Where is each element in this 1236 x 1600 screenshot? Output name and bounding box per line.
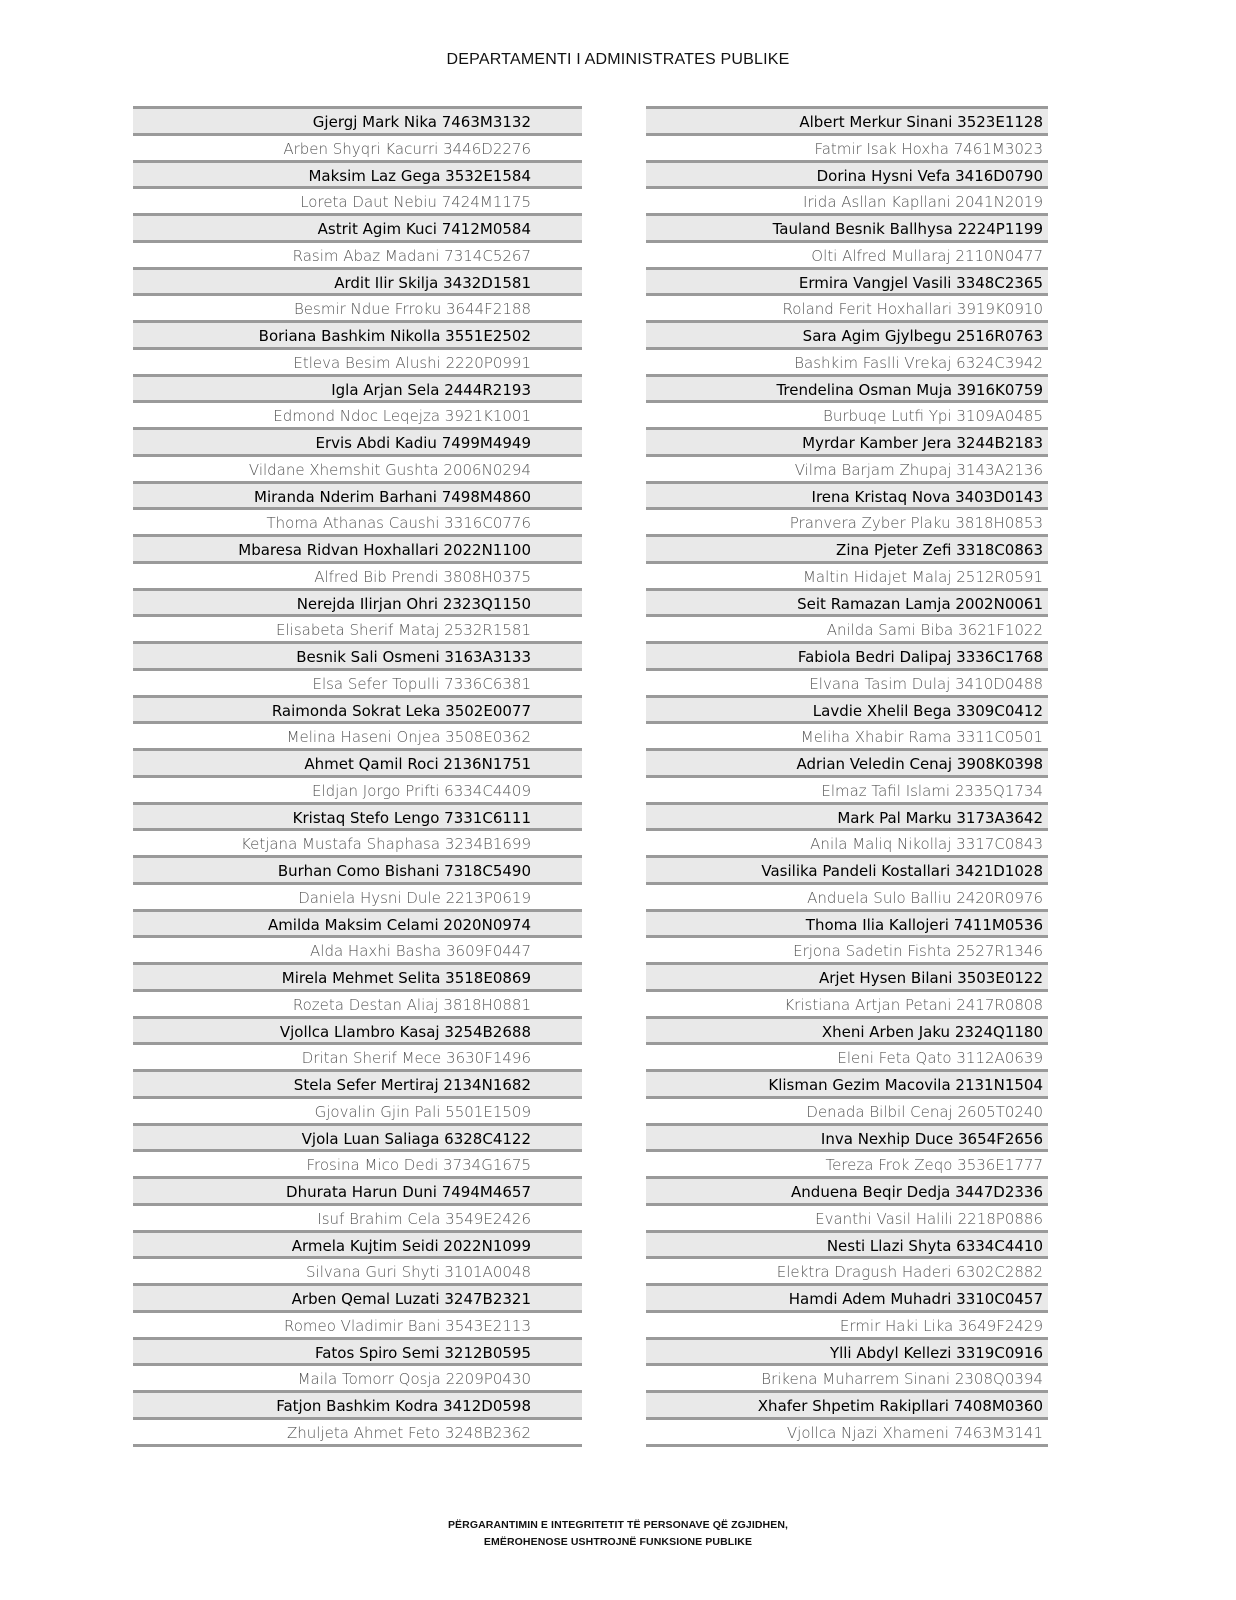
- footer-line-2: EMËROHENOSE USHTROJNË FUNKSIONE PUBLIKE: [483, 1536, 753, 1548]
- list-item: Vjola Luan Saliaga 6328C4122: [133, 1126, 582, 1153]
- list-item: Miranda Nderim Barhani 7498M4860: [133, 484, 582, 511]
- list-item: Elvana Tasim Dulaj 3410D0488: [646, 671, 1048, 698]
- list-item: Rasim Abaz Madani 7314C5267: [133, 243, 582, 270]
- list-item: Alfred Bib Prendi 3808H0375: [133, 564, 582, 591]
- list-item: Vjollca Llambro Kasaj 3254B2688: [133, 1019, 582, 1046]
- list-item: Besmir Ndue Frroku 3644F2188: [133, 296, 582, 323]
- list-item: Mirela Mehmet Selita 3518E0869: [133, 965, 582, 992]
- list-item: Isuf Brahim Cela 3549E2426: [133, 1206, 582, 1233]
- list-item: Burhan Como Bishani 7318C5490: [133, 858, 582, 885]
- names-column-right: [646, 106, 1048, 1447]
- list-item: Elsa Sefer Topulli 7336C6381: [133, 671, 582, 698]
- list-item: Ketjana Mustafa Shaphasa 3234B1699: [133, 831, 582, 858]
- page-footer: [0, 1517, 1236, 1551]
- list-item: Vilma Barjam Zhupaj 3143A2136: [646, 457, 1048, 484]
- list-item: Vildane Xhemshit Gushta 2006N0294: [133, 457, 582, 484]
- list-item: Ardit Ilir Skilja 3432D1581: [133, 270, 582, 297]
- list-item: Lavdie Xhelil Bega 3309C0412: [646, 698, 1048, 725]
- list-item: Zina Pjeter Zefi 3318C0863: [646, 537, 1048, 564]
- list-item: Inva Nexhip Duce 3654F2656: [646, 1126, 1048, 1153]
- list-item: Ermir Haki Lika 3649F2429: [646, 1313, 1048, 1340]
- list-item: Loreta Daut Nebiu 7424M1175: [133, 189, 582, 216]
- list-item: Ervis Abdi Kadiu 7499M4949: [133, 430, 582, 457]
- list-item: Mbaresa Ridvan Hoxhallari 2022N1100: [133, 537, 582, 564]
- list-item: Sara Agim Gjylbegu 2516R0763: [646, 323, 1048, 350]
- list-item: Hamdi Adem Muhadri 3310C0457: [646, 1286, 1048, 1313]
- list-item: Vjollca Njazi Xhameni 7463M3141: [646, 1420, 1048, 1447]
- list-item: Maltin Hidajet Malaj 2512R0591: [646, 564, 1048, 591]
- list-item: Brikena Muharrem Sinani 2308Q0394: [646, 1366, 1048, 1393]
- list-item: Burbuqe Lutfi Ypi 3109A0485: [646, 403, 1048, 430]
- list-item: Gjergj Mark Nika 7463M3132: [133, 109, 582, 136]
- page-title: DEPARTAMENTI I ADMINISTRATES PUBLIKE: [446, 51, 790, 68]
- list-item: Armela Kujtim Seidi 2022N1099: [133, 1233, 582, 1260]
- list-item: Myrdar Kamber Jera 3244B2183: [646, 430, 1048, 457]
- list-item: Thoma Ilia Kallojeri 7411M0536: [646, 912, 1048, 939]
- list-item: Vasilika Pandeli Kostallari 3421D1028: [646, 858, 1048, 885]
- list-item: Elektra Dragush Haderi 6302C2882: [646, 1259, 1048, 1286]
- list-item: Stela Sefer Mertiraj 2134N1682: [133, 1072, 582, 1099]
- list-item: Arben Shyqri Kacurri 3446D2276: [133, 136, 582, 163]
- list-item: Elmaz Tafil Islami 2335Q1734: [646, 778, 1048, 805]
- list-item: Amilda Maksim Celami 2020N0974: [133, 912, 582, 939]
- list-item: Irida Asllan Kapllani 2041N2019: [646, 189, 1048, 216]
- list-item: Ylli Abdyl Kellezi 3319C0916: [646, 1340, 1048, 1367]
- list-item: Anduela Sulo Balliu 2420R0976: [646, 885, 1048, 912]
- list-item: Tauland Besnik Ballhysa 2224P1199: [646, 216, 1048, 243]
- list-item: Fabiola Bedri Dalipaj 3336C1768: [646, 644, 1048, 671]
- list-item: Kristiana Artjan Petani 2417R0808: [646, 992, 1048, 1019]
- list-item: Anduena Beqir Dedja 3447D2336: [646, 1179, 1048, 1206]
- list-item: Eleni Feta Qato 3112A0639: [646, 1045, 1048, 1072]
- list-item: Edmond Ndoc Leqejza 3921K1001: [133, 403, 582, 430]
- list-item: Pranvera Zyber Plaku 3818H0853: [646, 510, 1048, 537]
- list-item: Igla Arjan Sela 2444R2193: [133, 377, 582, 404]
- list-item: Daniela Hysni Dule 2213P0619: [133, 885, 582, 912]
- list-item: Ermira Vangjel Vasili 3348C2365: [646, 270, 1048, 297]
- list-item: Maksim Laz Gega 3532E1584: [133, 163, 582, 190]
- list-item: Nerejda Ilirjan Ohri 2323Q1150: [133, 591, 582, 618]
- list-item: Klisman Gezim Macovila 2131N1504: [646, 1072, 1048, 1099]
- names-column-left: [133, 106, 582, 1447]
- list-item: Alda Haxhi Basha 3609F0447: [133, 938, 582, 965]
- list-item: Olti Alfred Mullaraj 2110N0477: [646, 243, 1048, 270]
- list-item: Zhuljeta Ahmet Feto 3248B2362: [133, 1420, 582, 1447]
- list-item: Xheni Arben Jaku 2324Q1180: [646, 1019, 1048, 1046]
- list-item: Denada Bilbil Cenaj 2605T0240: [646, 1099, 1048, 1126]
- list-item: Fatmir Isak Hoxha 7461M3023: [646, 136, 1048, 163]
- footer-line-1: PËRGARANTIMIN E INTEGRITETIT TË PERSONAVE QË ZGJIDHEN,: [447, 1519, 789, 1531]
- list-item: Irena Kristaq Nova 3403D0143: [646, 484, 1048, 511]
- list-item: Ahmet Qamil Roci 2136N1751: [133, 751, 582, 778]
- list-item: Fatjon Bashkim Kodra 3412D0598: [133, 1393, 582, 1420]
- list-item: Trendelina Osman Muja 3916K0759: [646, 377, 1048, 404]
- list-item: Nesti Llazi Shyta 6334C4410: [646, 1233, 1048, 1260]
- list-item: Arjet Hysen Bilani 3503E0122: [646, 965, 1048, 992]
- list-item: Roland Ferit Hoxhallari 3919K0910: [646, 296, 1048, 323]
- list-item: Maila Tomorr Qosja 2209P0430: [133, 1366, 582, 1393]
- list-item: Etleva Besim Alushi 2220P0991: [133, 350, 582, 377]
- list-item: Boriana Bashkim Nikolla 3551E2502: [133, 323, 582, 350]
- list-item: Erjona Sadetin Fishta 2527R1346: [646, 938, 1048, 965]
- list-item: Elisabeta Sherif Mataj 2532R1581: [133, 617, 582, 644]
- list-item: Gjovalin Gjin Pali 5501E1509: [133, 1099, 582, 1126]
- list-item: Dhurata Harun Duni 7494M4657: [133, 1179, 582, 1206]
- list-item: Fatos Spiro Semi 3212B0595: [133, 1340, 582, 1367]
- list-item: Anila Maliq Nikollaj 3317C0843: [646, 831, 1048, 858]
- list-item: Meliha Xhabir Rama 3311C0501: [646, 724, 1048, 751]
- list-item: Xhafer Shpetim Rakipllari 7408M0360: [646, 1393, 1048, 1420]
- list-item: Besnik Sali Osmeni 3163A3133: [133, 644, 582, 671]
- list-item: Tereza Frok Zeqo 3536E1777: [646, 1152, 1048, 1179]
- list-item: Arben Qemal Luzati 3247B2321: [133, 1286, 582, 1313]
- list-item: Kristaq Stefo Lengo 7331C6111: [133, 805, 582, 832]
- list-item: Silvana Guri Shyti 3101A0048: [133, 1259, 582, 1286]
- list-item: Astrit Agim Kuci 7412M0584: [133, 216, 582, 243]
- list-item: Eldjan Jorgo Prifti 6334C4409: [133, 778, 582, 805]
- list-item: Dorina Hysni Vefa 3416D0790: [646, 163, 1048, 190]
- list-item: Seit Ramazan Lamja 2002N0061: [646, 591, 1048, 618]
- list-item: Romeo Vladimir Bani 3543E2113: [133, 1313, 582, 1340]
- list-item: Adrian Veledin Cenaj 3908K0398: [646, 751, 1048, 778]
- list-item: Anilda Sami Biba 3621F1022: [646, 617, 1048, 644]
- list-item: Mark Pal Marku 3173A3642: [646, 805, 1048, 832]
- list-item: Evanthi Vasil Halili 2218P0886: [646, 1206, 1048, 1233]
- list-item: Dritan Sherif Mece 3630F1496: [133, 1045, 582, 1072]
- list-item: Frosina Mico Dedi 3734G1675: [133, 1152, 582, 1179]
- list-item: Raimonda Sokrat Leka 3502E0077: [133, 698, 582, 725]
- list-item: Thoma Athanas Caushi 3316C0776: [133, 510, 582, 537]
- list-item: Albert Merkur Sinani 3523E1128: [646, 109, 1048, 136]
- list-item: Bashkim Faslli Vrekaj 6324C3942: [646, 350, 1048, 377]
- list-item: Rozeta Destan Aliaj 3818H0881: [133, 992, 582, 1019]
- list-item: Melina Haseni Onjea 3508E0362: [133, 724, 582, 751]
